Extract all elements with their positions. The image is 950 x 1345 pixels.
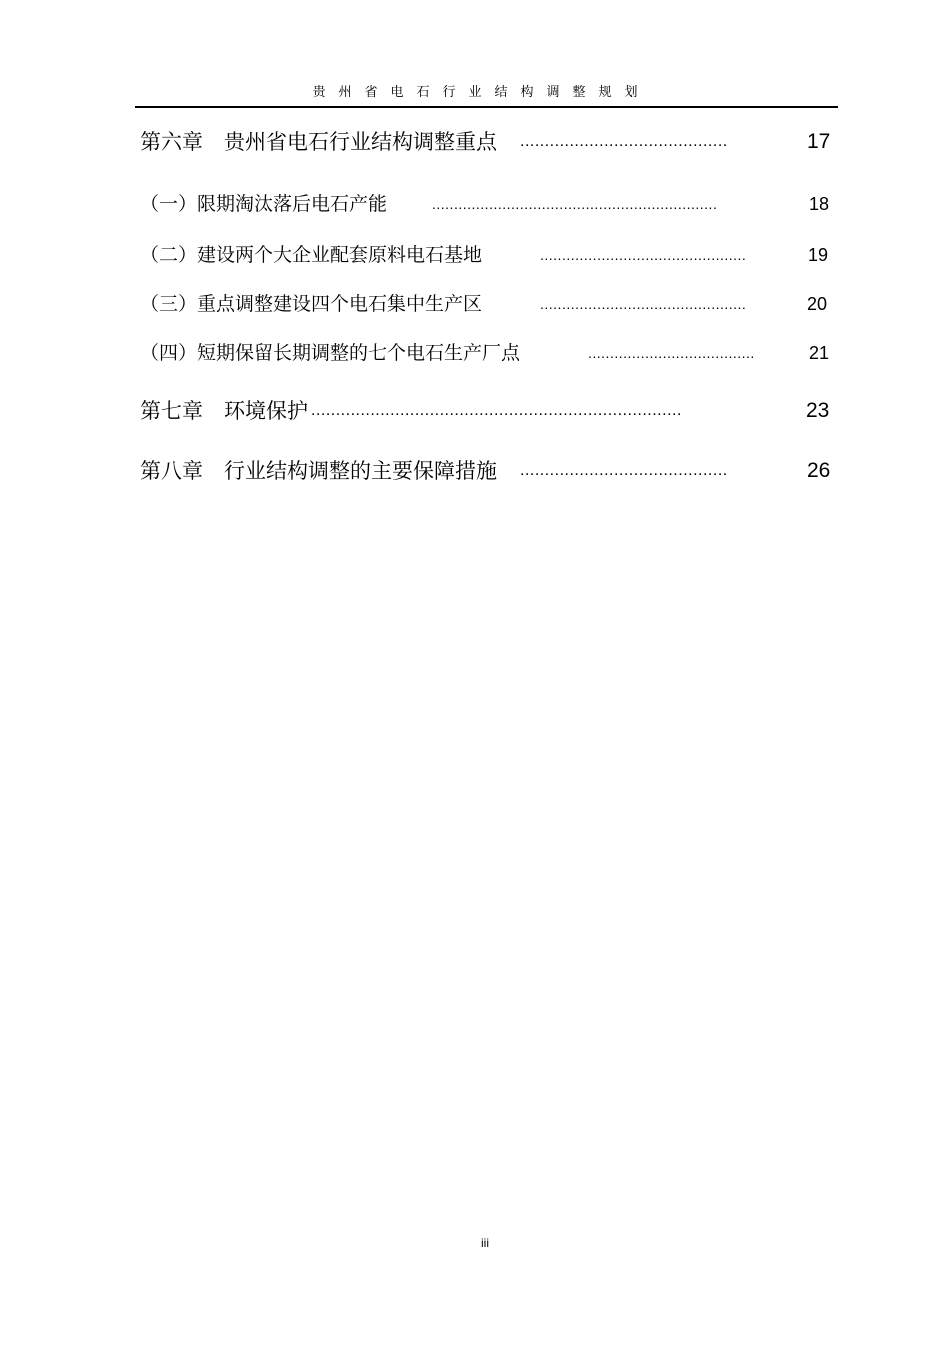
page-number: iii xyxy=(481,1236,489,1250)
toc-entry-title: （四）短期保留长期调整的七个电石生产厂点 xyxy=(140,342,521,364)
toc-entry-title: （一）限期淘汰落后电石产能 xyxy=(140,193,388,215)
toc-dot-leader: .......................................... xyxy=(520,462,728,479)
toc-dot-leader: .......................................... xyxy=(520,133,728,150)
toc-entry-title: 第八章 行业结构调整的主要保障措施 xyxy=(140,459,497,483)
toc-dot-leader: ............................................... xyxy=(540,296,747,312)
toc-entry-title: （三）重点调整建设四个电石集中生产区 xyxy=(140,293,483,315)
toc-page-number: 18 xyxy=(809,194,830,214)
toc-dot-leader: ................................................................. xyxy=(432,196,718,212)
toc-entry-title: 第七章 环境保护 xyxy=(140,399,308,423)
toc-entry-title: （二）建设两个大企业配套原料电石基地 xyxy=(140,244,483,266)
toc-page-number: 20 xyxy=(807,294,828,314)
toc-dot-leader: ............................................... xyxy=(540,247,747,263)
toc-entry-title: 第六章 贵州省电石行业结构调整重点 xyxy=(140,130,497,154)
toc-page-number: 26 xyxy=(807,459,831,482)
toc-page-number: 17 xyxy=(807,130,831,153)
toc-page-number: 19 xyxy=(808,245,829,265)
toc-dot-leader: ...................................... xyxy=(588,345,755,361)
running-header: 贵州省电石行业结构调整规划 xyxy=(312,85,651,100)
toc-page-number: 23 xyxy=(806,399,830,422)
header-rule xyxy=(135,106,838,108)
toc-dot-leader: ........................................................................... xyxy=(311,402,682,419)
toc-page-number: 21 xyxy=(809,343,830,363)
